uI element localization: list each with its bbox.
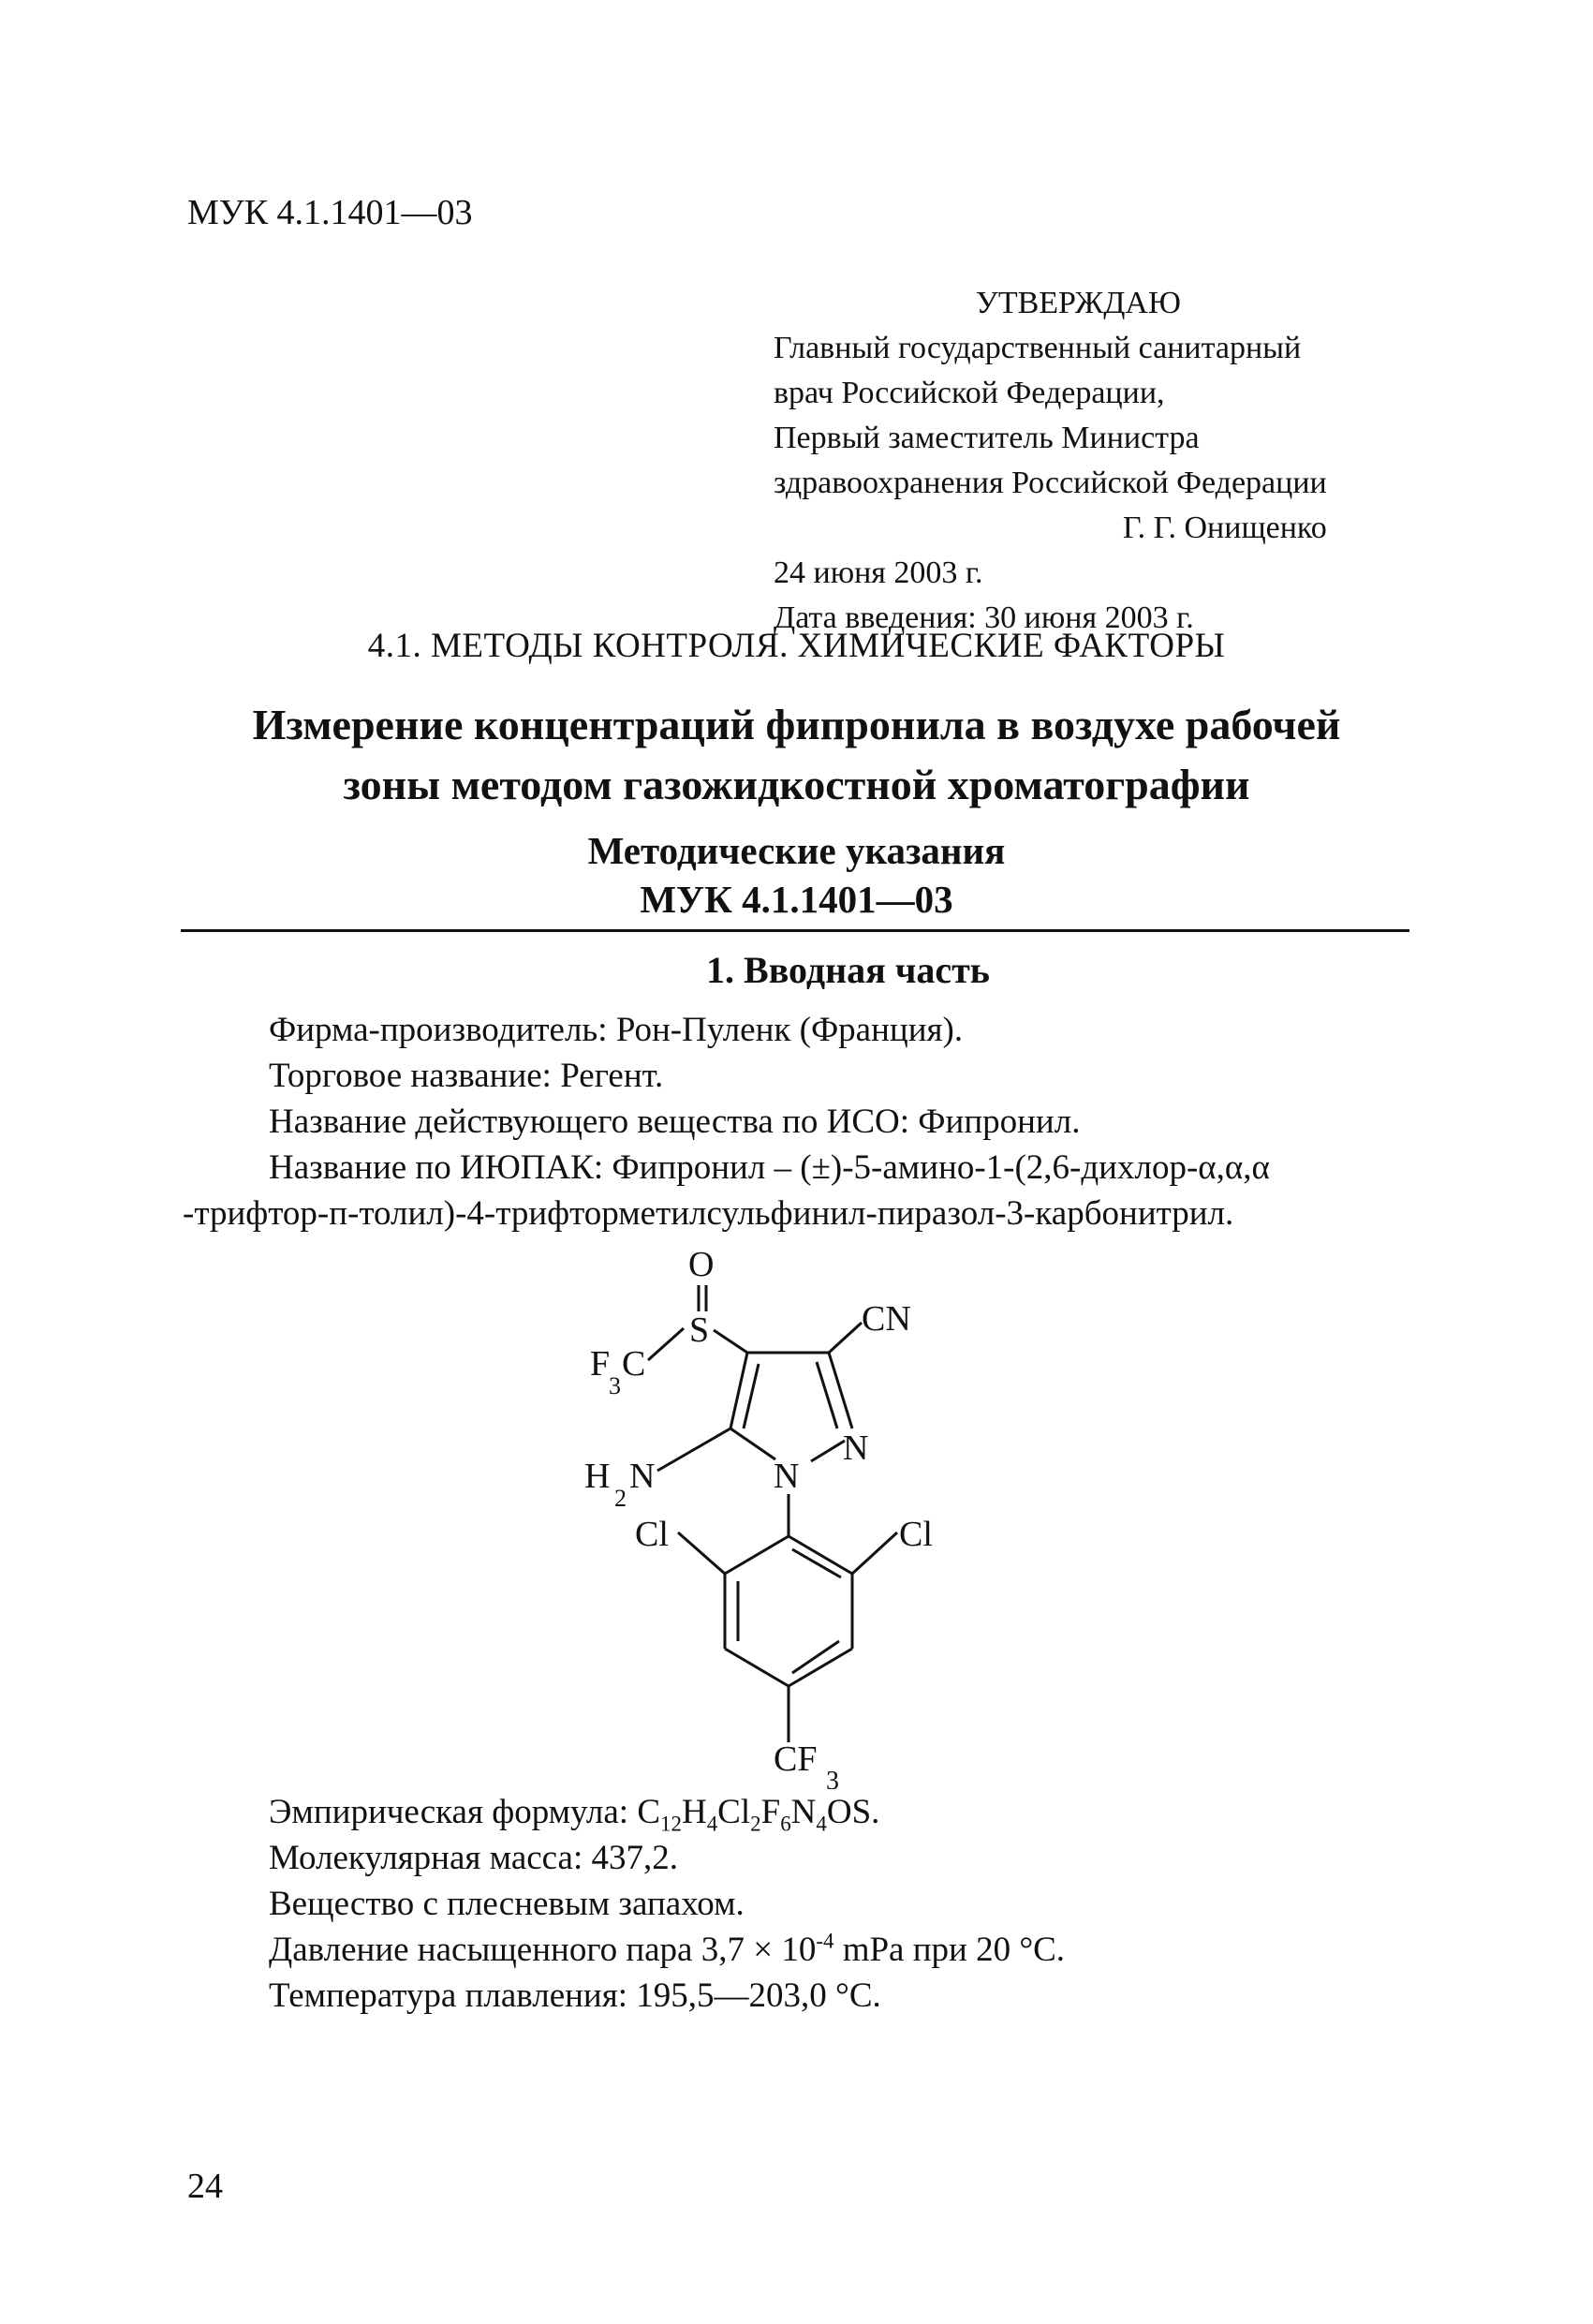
atom-cl-right: Cl <box>899 1515 933 1554</box>
approval-block <box>774 281 1327 641</box>
bond-cl-right <box>852 1532 897 1574</box>
title-line-2: зоны методом газожидкостной хроматографии <box>343 761 1250 808</box>
atom-s: S <box>689 1310 710 1350</box>
bond-c4-c5-double <box>744 1364 759 1428</box>
melting-point-line: Температура плавления: 195,5—203,0 °С. <box>269 1976 881 2015</box>
bond-cl-left <box>678 1532 725 1574</box>
formula-os: OS. <box>826 1793 880 1831</box>
approval-title: УТВЕРЖДАЮ <box>975 286 1181 320</box>
atom-o: O <box>688 1245 715 1284</box>
bond-c5-n1 <box>730 1428 775 1459</box>
atom-f3c-f: F <box>590 1344 611 1384</box>
formula-cl-count: 2 <box>750 1812 761 1836</box>
document-code: МУК 4.1.1401—03 <box>187 193 473 232</box>
approval-intro-date: Дата введения: 30 июня 2003 г. <box>774 600 1194 635</box>
bond-s-c4 <box>714 1330 747 1353</box>
formula-h-count: 4 <box>706 1812 718 1836</box>
approval-line-1: Главный государственный санитарный <box>774 331 1302 365</box>
bond-ph-4 <box>725 1649 789 1686</box>
formula-f: F <box>760 1793 781 1831</box>
formula-f-count: 6 <box>780 1812 791 1836</box>
bond-ph-double-2 <box>792 1641 839 1673</box>
subtitle-line-2: МУК 4.1.1401—03 <box>640 878 953 921</box>
atom-cf3-cf: CF <box>774 1739 818 1779</box>
bond-ph-1 <box>789 1536 852 1574</box>
trade-name-line: Торговое название: Регент. <box>269 1057 664 1095</box>
formula-c-count: 12 <box>660 1812 682 1836</box>
subtitle-line-1: Методические указания <box>587 829 1006 872</box>
odor-line: Вещество с плесневым запахом. <box>269 1885 745 1923</box>
approval-line-3: Первый заместитель Министра <box>774 421 1200 455</box>
formula-line <box>183 1789 1065 1835</box>
formula-c: C <box>637 1793 661 1831</box>
document-subtitle <box>0 826 1593 924</box>
page-number: 24 <box>187 2167 223 2206</box>
atom-h2n-h: H <box>584 1457 611 1496</box>
iupac-line-1: Название по ИЮПАК: Фипронил – (±)-5-амино-1-(2,6-дихлор-α,α,α <box>269 1148 1270 1187</box>
atom-cf3-3: 3 <box>826 1767 839 1789</box>
approval-date: 24 июня 2003 г. <box>774 555 983 590</box>
atom-cl-left: Cl <box>635 1515 669 1554</box>
bond-c-s <box>648 1328 684 1360</box>
pressure-unit: mPa при 20 °С. <box>833 1931 1066 1969</box>
intro-heading: 1. Вводная часть <box>706 949 990 991</box>
horizontal-divider <box>181 929 1409 932</box>
intro-text <box>183 1007 1270 1236</box>
atom-h2n-n: N <box>629 1457 656 1496</box>
approval-line-2: врач Российской Федерации, <box>774 376 1165 410</box>
molar-mass-line: Молекулярная масса: 437,2. <box>269 1839 679 1877</box>
bond-c5-nh2 <box>657 1428 730 1471</box>
bond-ph-6 <box>725 1536 789 1574</box>
formula-n: N <box>790 1793 817 1831</box>
atom-n1: N <box>774 1457 800 1496</box>
bond-n1-n2 <box>811 1441 845 1461</box>
vapor-pressure-line <box>183 1927 1065 1973</box>
iso-name-line: Название действующего вещества по ИСО: Фипронил. <box>269 1103 1081 1141</box>
bond-c3-cn <box>829 1323 862 1353</box>
document-title <box>0 695 1593 815</box>
atom-f3c-c: C <box>622 1344 646 1384</box>
formula-label: Эмпирическая формула: <box>269 1793 638 1831</box>
pressure-exponent: -4 <box>816 1929 834 1953</box>
formula-cl: Cl <box>717 1793 751 1831</box>
structural-formula <box>581 1236 1030 1789</box>
formula-n-count: 4 <box>816 1812 827 1836</box>
manufacturer-line: Фирма-производитель: Рон-Пуленк (Франция). <box>269 1011 964 1049</box>
atom-n-ring: N <box>843 1428 869 1468</box>
section-heading: 4.1. МЕТОДЫ КОНТРОЛЯ. ХИМИЧЕСКИЕ ФАКТОРЫ <box>367 627 1226 665</box>
title-line-1: Измерение концентраций фипронила в воздухе рабочей <box>252 701 1341 748</box>
atom-cn: CN <box>862 1299 911 1339</box>
iupac-line-2: -трифтор-п-толил)-4-трифторметилсульфинил-пиразол-3-карбонитрил. <box>183 1194 1234 1233</box>
atom-h2n-2: 2 <box>614 1485 627 1512</box>
pressure-text: Давление насыщенного пара 3,7 × 10 <box>269 1931 817 1969</box>
formula-h: H <box>681 1793 707 1831</box>
properties-text <box>183 1789 1065 2019</box>
atom-f3c-3: 3 <box>609 1372 621 1399</box>
approval-signer: Г. Г. Онищенко <box>1122 511 1327 545</box>
approval-line-4: здравоохранения Российской Федерации <box>774 466 1327 500</box>
